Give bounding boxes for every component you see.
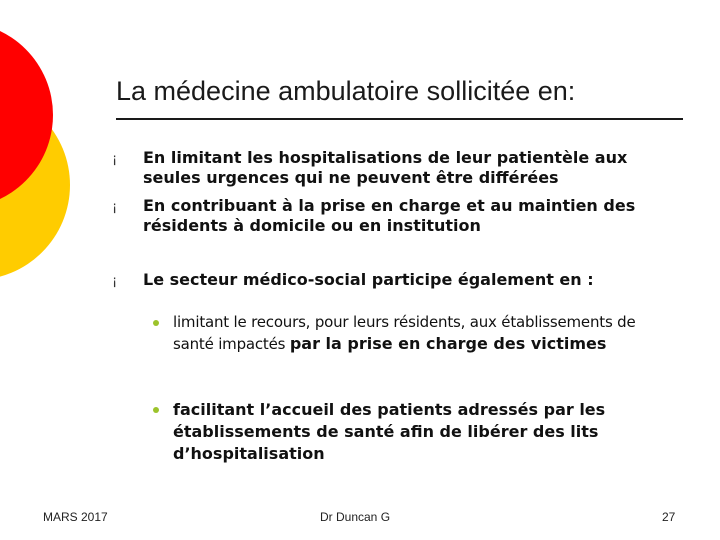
sub-bullet-1-text [173, 311, 673, 355]
bullet-marker-3: ¡ [112, 274, 118, 289]
sub-bullet-1-bold: par la prise en charge des victimes [289, 334, 607, 353]
bullet-2-text: En contribuant à la prise en charge et au maintien des résidents à domicile ou en institution [143, 196, 636, 235]
decorative-circles [0, 0, 80, 300]
title-divider [116, 118, 683, 120]
sub-bullet-2-text: facilitant l’accueil des patients adressés par les établissements de santé afin de libérer des lits d’hospitalisation [173, 400, 606, 463]
bullet-3-text: Le secteur médico-social participe également en : [143, 270, 594, 289]
sub-bullet-dot-1 [153, 320, 159, 326]
footer-date: MARS 2017 [43, 510, 108, 524]
bullet-marker-1: ¡ [112, 152, 118, 167]
sub-bullet-dot-2 [153, 407, 159, 413]
bullet-1-text: En limitant les hospitalisations de leur patientèle aux seules urgences qui ne peuvent être différées [143, 148, 628, 187]
slide-title: La médecine ambulatoire sollicitée en: [116, 76, 576, 106]
footer-author: Dr Duncan G [320, 510, 391, 524]
page-number: 27 [662, 510, 676, 524]
bullet-marker-2: ¡ [112, 200, 118, 215]
sub-bullet-1-light: limitant le recours, pour leurs résidents, aux établissements de santé impactés [173, 313, 636, 353]
